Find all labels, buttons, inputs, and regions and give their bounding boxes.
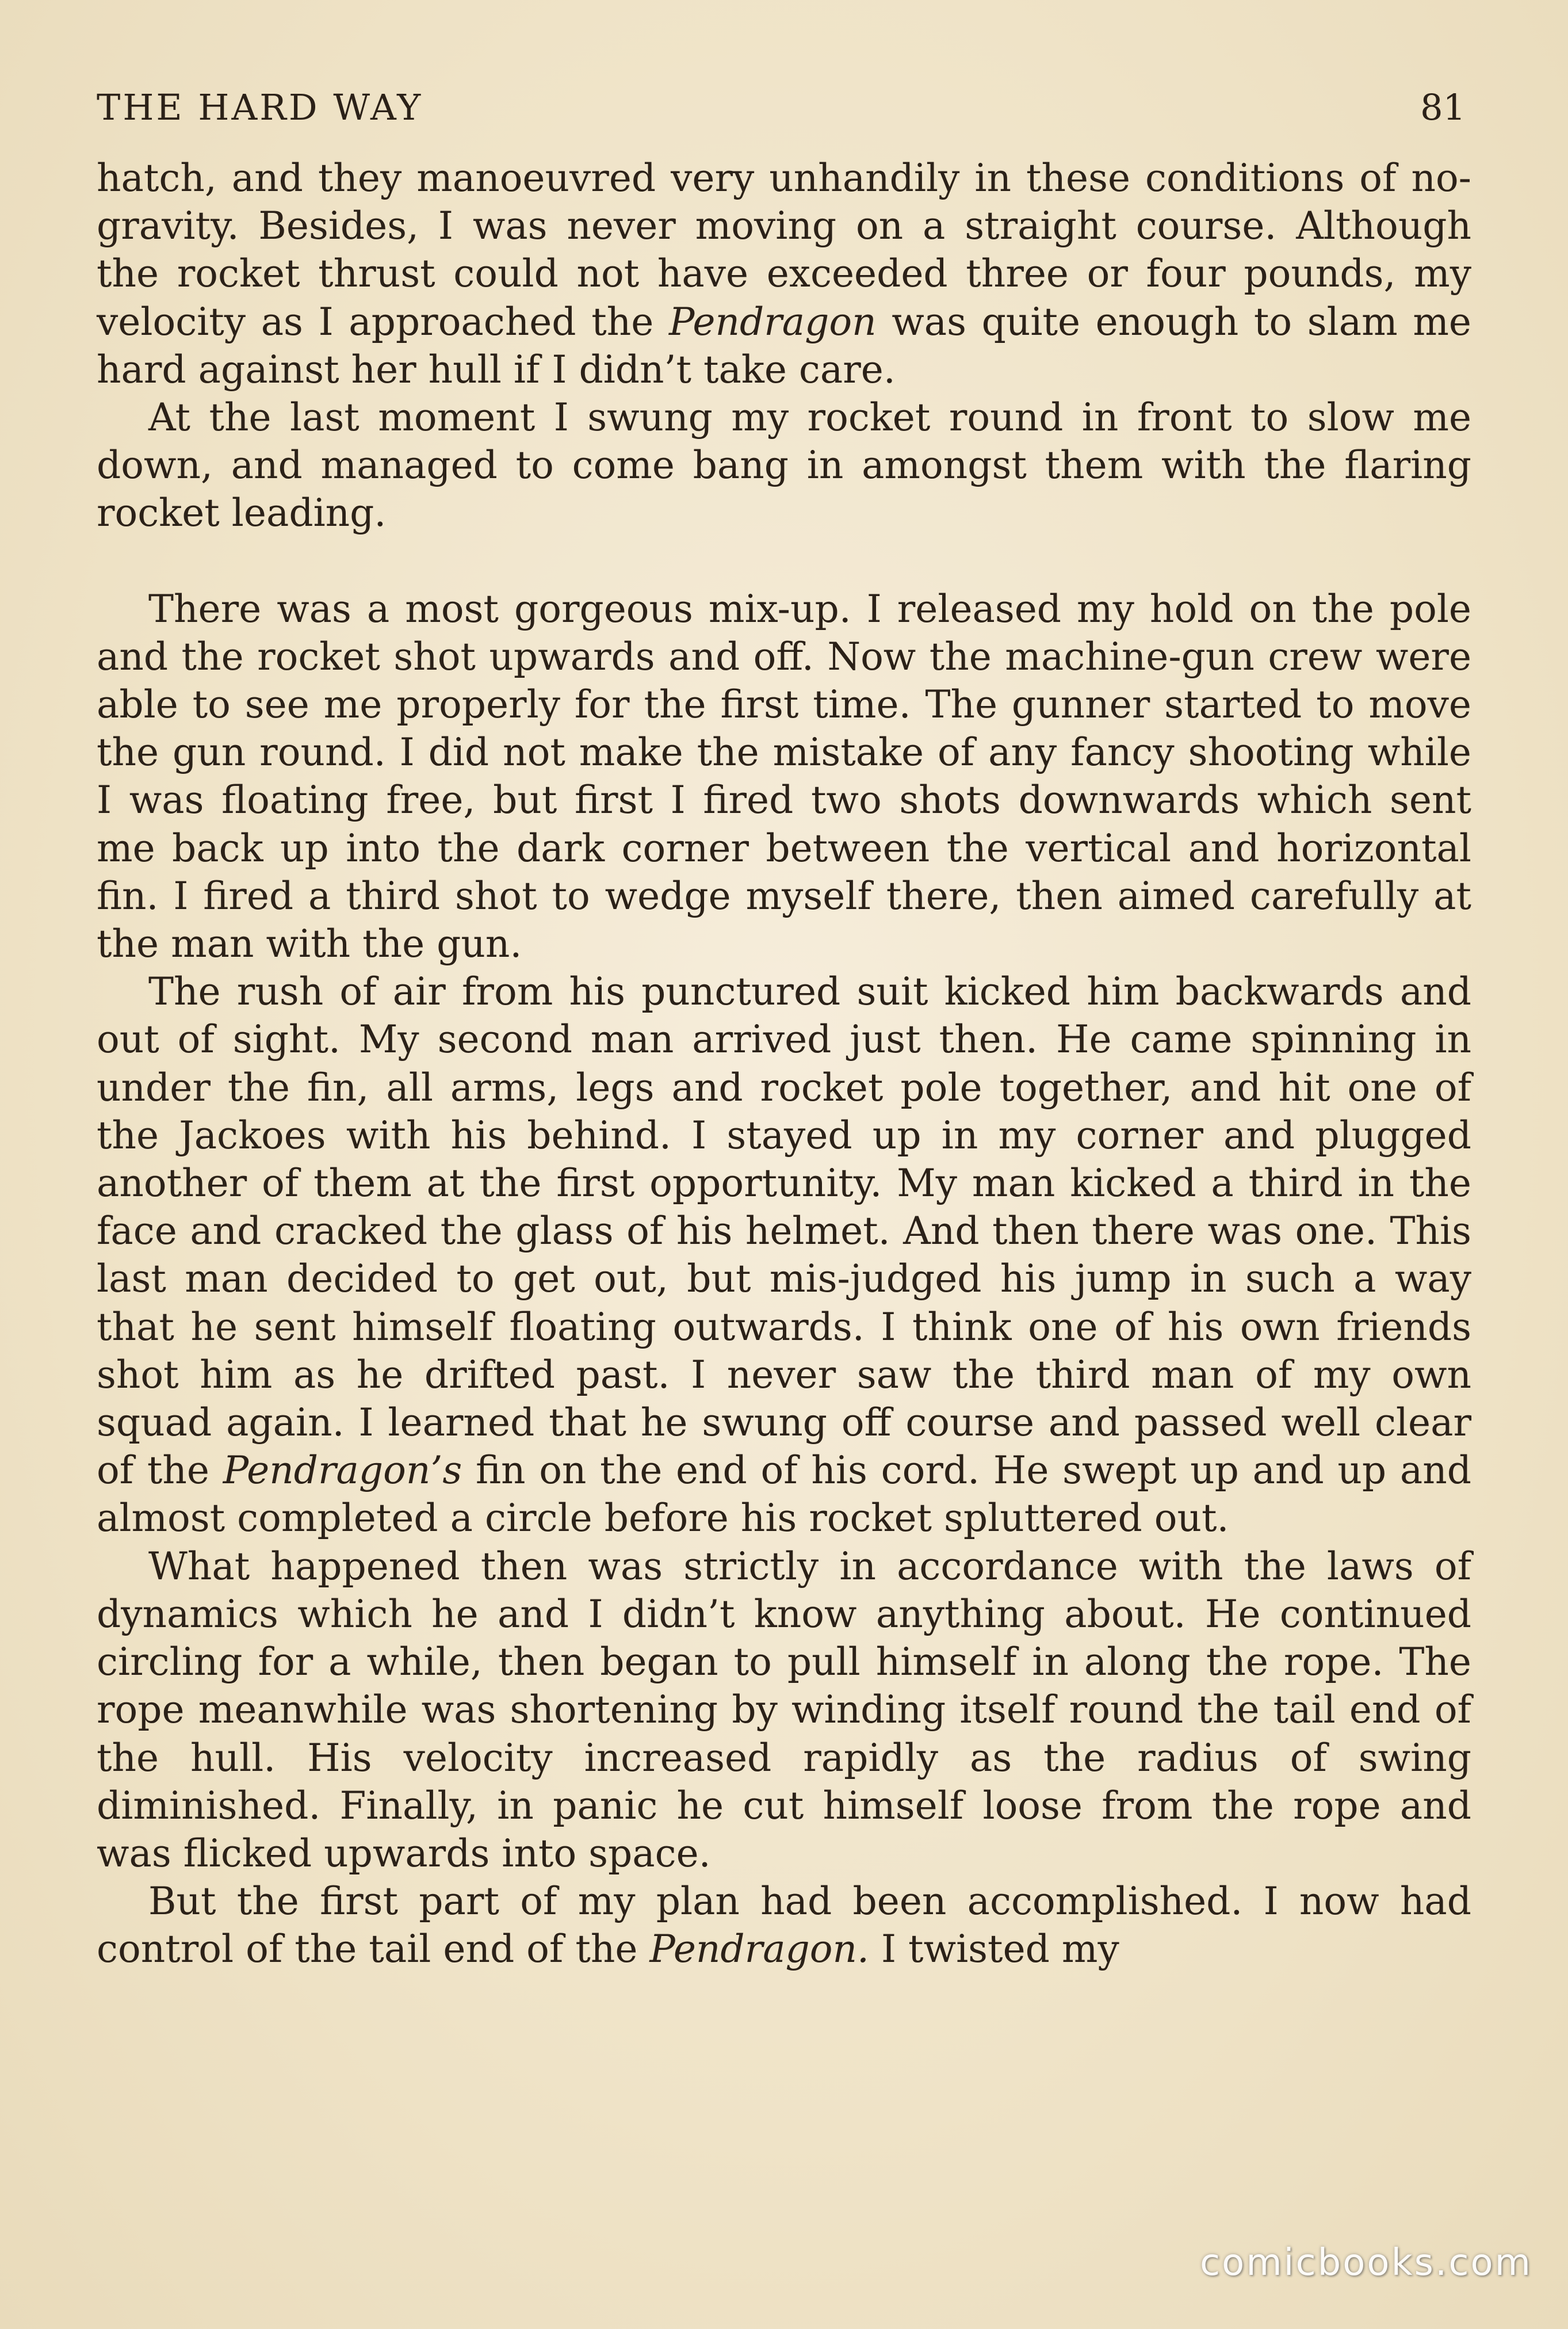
- body-text: [97, 154, 1471, 1973]
- text-run: The rush of air from his punctured suit kicked him backwards and out of sight. My second man arrived just then. He came spinning in under the fin, all arms, legs and rocket pole together, and hit one of the Jackoes with his behind. I stayed up in my corner and plugged another of them at the first opportunity. My man kicked a third in the face and cracked the glass of his helmet. And then there was one. This last man decided to get out, but mis-judged his jump in such a way that he sent himself floating outwards. I think one of his own friends shot him as he drifted past. I never saw the third man of my own squad again. I learned that he swung off course and passed well clear of the: [97, 969, 1471, 1493]
- text-run: was quite enough to slam me hard against her hull if I didn’t take care.: [97, 299, 1471, 392]
- running-header: [97, 86, 1471, 142]
- paragraph: [97, 585, 1471, 968]
- text-run: What happened then was strictly in accordance with the laws of dynamics which he and I didn’t know anything about. He continued circling for a while, then began to pull himself in along the rope. The rope meanwhile was shortening by winding itself round the tail end of the hull. His velocity increased rapidly as the radius of swing diminished. Finally, in panic he cut himself loose from the rope and was flicked upwards into space.: [97, 1544, 1471, 1876]
- watermark-logo: comicbooks.com: [1199, 2242, 1532, 2284]
- italic-ship-name: Pendragon.: [649, 1927, 870, 1972]
- text-run: But the first part of my plan had been accomplished. I now had control of the tail end of the: [97, 1879, 1471, 1972]
- text-run: I twisted my: [869, 1927, 1119, 1972]
- book-page: [97, 86, 1471, 1973]
- text-run: At the last moment I swung my rocket round in front to slow me down, and managed to come bang in amongst them with the flaring rocket leading.: [97, 395, 1471, 536]
- paragraph: [97, 154, 1471, 394]
- paragraph: [97, 394, 1471, 537]
- paragraph: [97, 1543, 1471, 1877]
- running-title: THE HARD WAY: [97, 86, 423, 128]
- italic-ship-name: Pendragon: [668, 299, 877, 344]
- text-run: There was a most gorgeous mix-up. I released my hold on the pole and the rocket shot upwards and off. Now the machine-gun crew were able to see me properly for the first time. The gunner started to move the gun round. I did not make the mistake of any fancy shooting while I was floating free, but first I fired two shots downwards which sent me back up into the dark corner between the vertical and horizontal fin. I fired a third shot to wedge myself there, then aimed carefully at the man with the gun.: [97, 586, 1471, 967]
- text-run: hatch, and they manoeuvred very unhandily in these conditions of no-gravity. Besides, I was never moving on a straight course. Although the rocket thrust could not have exceeded three or four pounds, my velocity as I approached the: [97, 156, 1471, 344]
- page-number: 81: [1420, 86, 1466, 128]
- paragraph: [97, 1877, 1471, 1973]
- paragraph: [97, 968, 1471, 1542]
- italic-ship-name: Pendragon’s: [223, 1448, 462, 1493]
- text-run: fin on the end of his cord. He swept up and up and almost completed a circle before his rocket spluttered out.: [97, 1448, 1472, 1541]
